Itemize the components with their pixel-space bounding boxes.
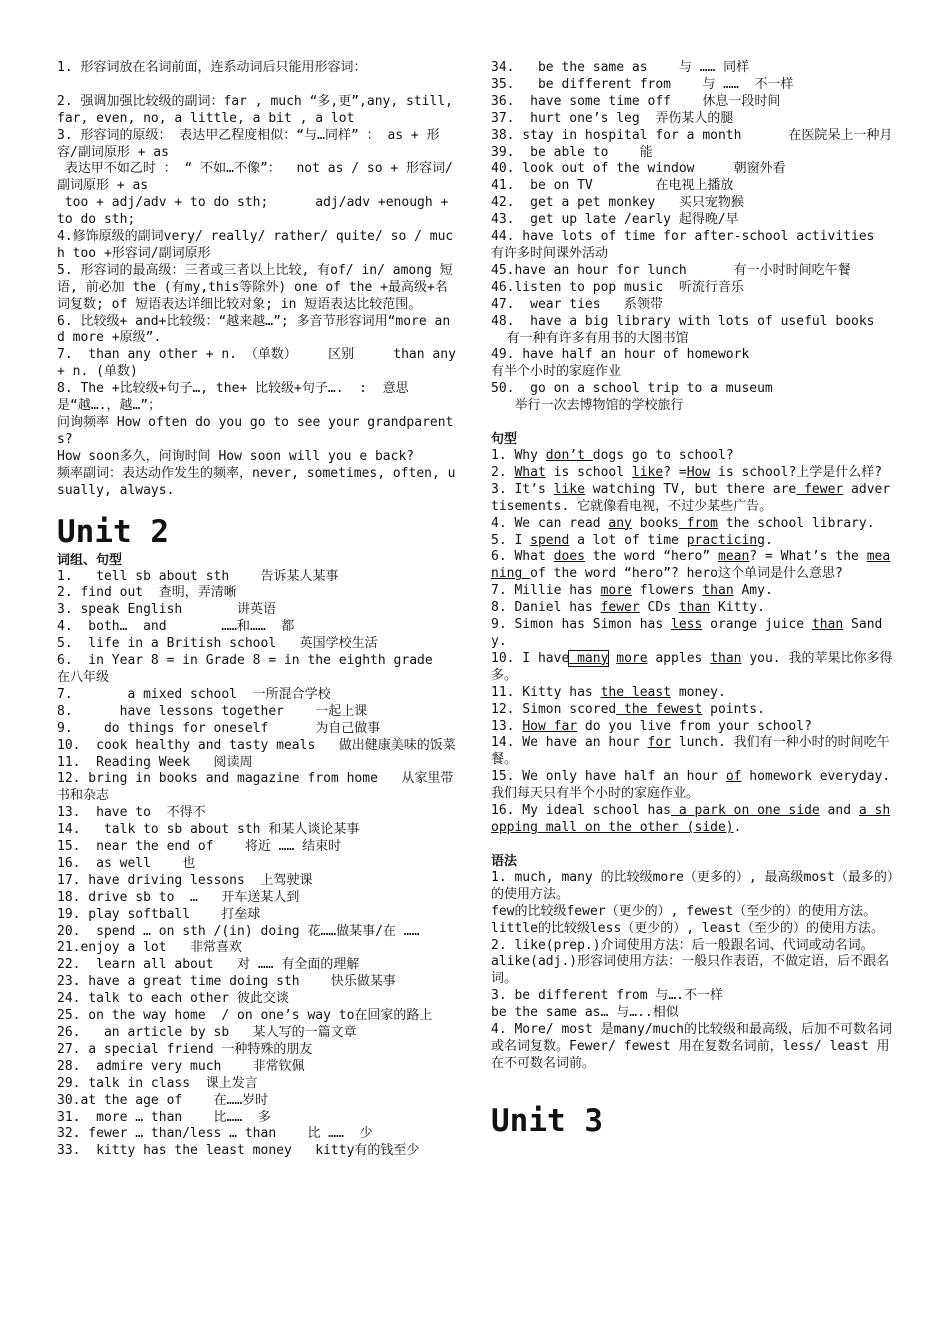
phrase-item: 17. have driving lessons 上驾驶课 [57,872,313,888]
phrase-item: 11. Reading Week 阅读周 [57,754,253,770]
phrase-item: 15. near the end of 将近 …… 结束时 [57,839,342,855]
grammar-item: 1. much, many 的比较级more（更多的）, 最高级most（最多的）的使用方法。 [491,869,894,902]
text-segment: apples [647,650,711,666]
text-segment: 6. What [491,549,554,565]
grammar-note-line: 问询频率 How often do you go to see your grandparents? [57,415,454,447]
sentence-pattern-item [491,651,896,685]
underlined-text: How far [522,718,578,734]
phrase-list-continued [491,60,896,415]
phrase-item: 9. do things for oneself 为自己做事 [57,720,381,736]
phrase-item: 18. drive sb to … 开车送某人到 [57,889,300,905]
sentence-patterns-heading: 句型 [491,432,518,448]
underlined-text: less [671,617,703,633]
phrase-item: 43. get up late /early 起得晚/早 [491,212,739,228]
text-segment: 3. It’s [491,481,554,497]
phrase-item: 5. life in a British school 英国学校生活 [57,636,378,652]
text-segment: 9. Simon has Simon has [491,617,672,633]
underlined-text: spend [530,532,570,548]
phrase-item: 22. learn all about 对 …… 有全面的理解 [57,957,360,973]
phrase-item: 49. have half an hour of homework [491,347,750,363]
phrase-item: 2. find out 查明，弄清晰 [57,585,237,601]
text-segment: 14. We have an hour [491,735,648,751]
grammar-notes [57,60,469,500]
phrase-item: 20. spend … on sth /(in) doing 花……做某事/在 …… [57,923,420,939]
phrase-item: 28. admire very much 非常钦佩 [57,1058,305,1074]
grammar-note-line: 5. 形容词的最高级：三者或三者以上比较, 有of/ in/ among 短语, 前必加 the (有my,this等除外) one of the +最高级+名词复数; of 短语表达详细比较对象; in 短语表达比较范围。 [57,262,453,312]
underlined-text: does [553,549,585,565]
grammar-note-line: 1. 形容词放在名词前面，连系动词后只能用形容词： [57,60,367,75]
phrase-item: 44. have lots of time for after-school activities 有许多时间课外活动 [491,229,891,261]
grammar-item: alike(adj.)形容词使用方法：一般只作表语，不做定语，后不跟名词。 [491,954,890,987]
sentence-pattern-item [491,583,896,600]
text-segment: 5. I [491,532,531,548]
text-segment: you. 我的苹果比你多得多。 [491,650,893,683]
underlined-text: many [569,650,609,666]
phrase-item: 47. wear ties 系领带 [491,296,664,312]
phrase-item: 7. a mixed school 一所混合学校 [57,686,331,702]
text-segment: ? = What’s the [749,549,867,565]
underlined-text: How [686,464,711,480]
grammar-note-line: 7. than any other + n. （单数） 区别 than any + n. (单数) [57,347,464,380]
underlined-text: any [608,515,632,531]
sentence-pattern-item [491,702,896,719]
underlined-text: mean [718,549,750,565]
phrase-item: 35. be different from 与 …… 不一样 [491,76,794,92]
text-segment: 2. [491,464,515,480]
phrase-item: 24. talk to each other 彼此交谈 [57,991,290,1007]
text-segment: is school?上学是什么样? [710,464,883,480]
grammar-item: 2. like(prep.)介词使用方法：后一般跟名词、代词或动名词。 [491,937,874,953]
grammar-item: 3. be different from 与….不一样 [491,988,724,1004]
text-segment: 12. Simon scored [491,701,617,717]
text-segment: advertisements. 它就像看电视，不过少某些广告。 [491,481,891,514]
phrase-list [57,569,457,1161]
grammar-item: little的比较级less（更少的）, least（至少的）的使用方法。 [491,920,885,936]
phrase-item: 4. both… and ……和…… 都 [57,619,295,635]
underlined-text: than [678,600,711,616]
grammar-item: few的比较级fewer（更少的）, fewest（至少的）的使用方法。 [491,903,877,919]
phrase-item: 举行一次去博物馆的学校旅行 [491,398,684,414]
phrase-item: 39. be able to 能 [491,144,653,160]
phrase-item: 33. kitty has the least money kitty有的钱至少 [57,1143,420,1159]
sentence-pattern-item [491,600,896,617]
text-segment: dogs go to school? [592,448,734,464]
sentence-pattern-list [491,448,899,837]
underlined-text: What [514,464,546,480]
phrase-item: 3. speak English 讲英语 [57,602,277,618]
underlined-text: a shopping mall on the other (side) [491,803,891,835]
text-segment: 1. Why [491,448,546,464]
underlined-text: for [647,735,672,751]
phrases-heading: 词组、句型 [57,552,123,568]
text-segment: ? = [663,464,687,480]
text-segment: Sandy. [491,617,883,649]
grammar-note-line [57,77,457,94]
text-segment: 11. Kitty has [491,684,601,700]
text-segment: money. [671,684,726,700]
underlined-text: of [725,769,742,785]
phrase-item: 38. stay in hospital for a month 在医院呆上一种月 [491,127,893,143]
grammar-note-line: 3. 形容词的原级： 表达甲乙程度相似：“与…同样” ： as + 形容/副词原形 + as [57,127,440,160]
text-segment: books [631,515,679,531]
sentence-pattern-item [491,549,896,583]
phrase-item: 16. as well 也 [57,855,196,871]
underlined-text: like [553,481,585,497]
underlined-text: the least [600,684,672,700]
text-segment: orange juice [702,617,812,633]
sentence-pattern-item [491,769,899,803]
underlined-text: the fewest [616,701,703,717]
phrase-item: 48. have a big library with lots of useful books [491,313,875,329]
text-segment: the word “hero” [584,549,718,565]
text-segment: the school library. [718,515,875,531]
phrase-item: 6. in Year 8 = in Grade 8 = in the eighth grade 在八年级 [57,653,449,685]
grammar-note-line: How soon多久，问询时间 How soon will you e back? [57,448,415,464]
text-segment: lunch. 我们有一种小时的时间吃午餐。 [491,735,890,768]
grammar-note-line: 8. The +比较级+句子…, the+ 比较级+句子…. : 意思是“越….，越…”； [57,381,409,414]
phrase-item: 32. fewer … than/less … than 比 …… 少 [57,1126,373,1142]
unit-2-title: Unit 2 [57,513,169,550]
text-segment: 15. We only have half an hour [491,769,726,785]
grammar-note-line: 6. 比较级+ and+比较级：“越来越…”; 多音节形容词用“more and more +原级”. [57,313,451,346]
unit-3-title: Unit 3 [491,1102,603,1139]
phrase-item: 8. have lessons together 一起上课 [57,703,368,719]
sentence-pattern-item [491,685,896,702]
sentence-pattern-item [491,617,896,651]
text-segment: Amy. [733,583,773,599]
text-segment: 16. My ideal school has [491,803,672,819]
phrase-item: 40. look out of the window 朝窗外看 [491,161,786,177]
text-segment: is school [545,464,632,480]
phrase-item: 14. talk to sb about sth 和某人谈论某事 [57,822,360,838]
text-segment: 4. We can read [491,515,609,531]
text-segment: 7. Millie has [491,583,601,599]
underlined-text: fewer [600,600,640,616]
sentence-pattern-item [491,533,896,550]
underlined-text: fewer [796,481,844,497]
underlined-text: than [710,650,742,666]
text-segment: . [733,819,742,835]
underlined-text: more [600,583,632,599]
grammar-note-line: too + adj/adv + to do sth; adj/adv +enough + to do sth; [57,195,457,228]
grammar-note-line: 4.修饰原级的副词very/ really/ rather/ quite/ so / much too +形容词/副词原形 [57,229,454,261]
text-segment: 8. Daniel has [491,600,601,616]
phrase-item: 31. more … than 比…… 多 [57,1109,271,1125]
sentence-pattern-item [491,735,896,769]
phrase-item: 42. get a pet monkey 买只宠物猴 [491,195,744,211]
phrase-item: 27. a special friend 一种特殊的朋友 [57,1041,313,1057]
phrase-item: 37. hurt one’s leg 弄伤某人的腿 [491,110,734,126]
grammar-item: be the same as… 与…..相似 [491,1005,679,1021]
text-segment: points. [702,701,765,717]
phrase-item: 19. play softball 打垒球 [57,906,261,922]
text-segment: flowers [631,583,703,599]
text-segment: CDs [639,600,679,616]
underlined-text: a park on one side [671,803,820,819]
phrase-item: 10. cook healthy and tasty meals 做出健康美味的饭菜 [57,737,456,753]
phrase-item: 13. have to 不得不 [57,805,206,821]
sentence-pattern-item [491,448,896,465]
left-column [57,60,469,1160]
underlined-text: don’t [545,448,593,464]
grammar-item: 4. More/ most 是many/much的比较级和最高级，后加不可数名词或名词复数。Fewer/ fewest 用在复数名词前，less/ least 用在不可数名词前。 [491,1022,893,1071]
phrase-item: 29. talk in class 课上发言 [57,1075,258,1091]
text-segment: of the word “hero”? hero这个单词是什么意思? [530,566,843,582]
phrase-item: 36. have some time off 休息一段时间 [491,93,781,109]
phrase-item: 41. be on TV 在电视上播放 [491,178,734,194]
grammar-list [491,870,896,1073]
sentence-pattern-item [491,719,896,736]
grammar-note-line: 表达甲不如乙时 ： “ 不如…不像”： not as / so + 形容词/副词原形 + as [57,161,453,194]
grammar-note-line: 频率副词：表达动作发生的频率，never, sometimes, often, usually, always. [57,465,456,498]
phrase-item: 有一种有许多有用书的大图书馆 [491,330,689,346]
text-segment: . [764,532,773,548]
underlined-text: more [616,650,648,666]
phrase-item: 30.at the age of 在……岁时 [57,1092,269,1108]
phrase-item: 23. have a great time doing sth 快乐做某事 [57,974,396,990]
sentence-pattern-item [491,482,896,516]
phrase-item: 12. bring in books and magazine from home 从家里带书和杂志 [57,771,454,804]
text-segment: a lot of time [569,532,687,548]
text-segment: 10. I have [491,650,570,666]
underlined-text: from [678,515,718,531]
underlined-text: practicing [686,532,765,548]
phrase-item: 有半个小时的家庭作业 [491,364,622,380]
phrase-item: 50. go on a school trip to a museum [491,381,773,397]
text-segment: do you live from your school? [577,718,812,734]
grammar-heading: 语法 [491,853,518,869]
text-segment: and [819,803,859,819]
underlined-text: meaning [491,549,891,582]
phrase-item: 1. tell sb about sth 告诉某人某事 [57,568,339,584]
phrase-item: 46.listen to pop music 听流行音乐 [491,279,744,295]
phrase-item: 25. on the way home / on one’s way to在回家的路上 [57,1008,433,1024]
right-column [491,60,899,1141]
text-segment: Kitty. [710,600,765,616]
underlined-text: than [702,583,734,599]
phrase-item: 34. be the same as 与 …… 同样 [491,60,750,75]
sentence-pattern-item [491,516,896,533]
phrase-item: 21.enjoy a lot 非常喜欢 [57,940,243,956]
sentence-pattern-item [491,803,896,837]
text-segment: homework everyday. 我们每天只有半个小时的家庭作业。 [491,769,899,802]
text-segment: 13. [491,718,523,734]
underlined-text: like [631,464,664,480]
sentence-pattern-item [491,465,896,482]
phrase-item: 26. an article by sb 某人写的一篇文章 [57,1025,357,1041]
grammar-note-line: 2. 强调加强比较级的副词：far , much “多,更”,any, still, far, even, no, a little, a bit , a lot [57,93,469,126]
phrase-item: 45.have an hour for lunch 有一小时时间吃午餐 [491,262,851,278]
underlined-text: than [811,617,844,633]
text-segment: watching TV, but there are [584,481,797,497]
